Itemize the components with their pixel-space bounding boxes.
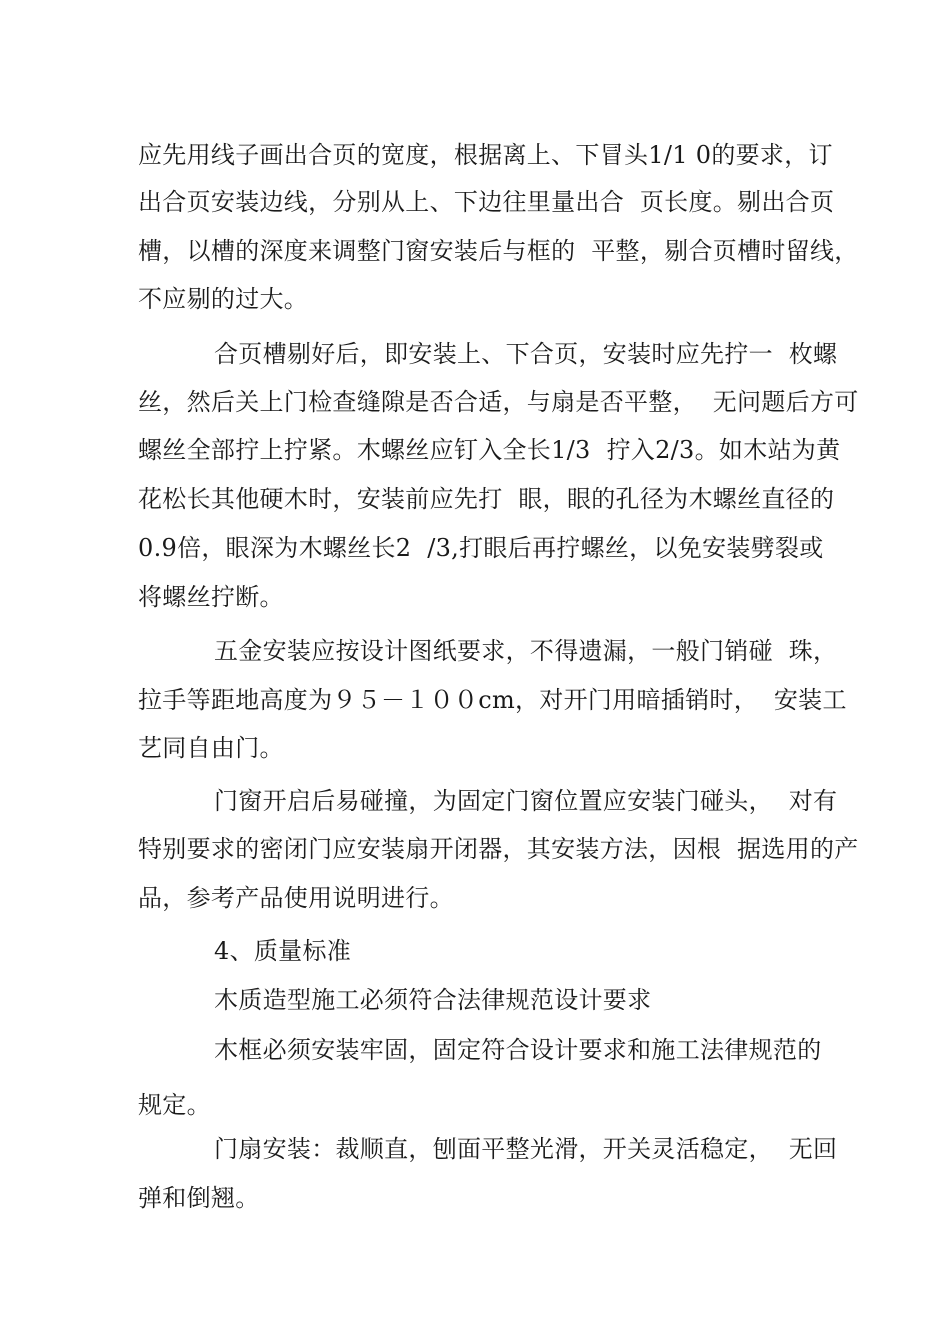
paragraph-3-line-2: 拉手等距地高度为９５－１００cm，对开门用暗插销时， 安装工 — [138, 686, 847, 714]
paragraph-2-line-4: 花松长其他硬木时，安装前应先打 眼，眼的孔径为木螺丝直径的 — [138, 485, 835, 513]
paragraph-1-line-4: 不应剔的过大。 — [138, 285, 309, 313]
paragraph-2-line-3: 螺丝全部拧上拧紧。木螺丝应钉入全长1/3 拧入2/3。如木站为黄 — [138, 436, 841, 464]
paragraph-4-line-1: 门窗开启后易碰撞，为固定门窗位置应安装门碰头， 对有 — [214, 787, 838, 815]
paragraph-3-line-1: 五金安装应按设计图纸要求，不得遗漏，一般门销碰 珠， — [214, 637, 838, 665]
paragraph-4-line-3: 品，参考产品使用说明进行。 — [138, 884, 454, 912]
paragraph-1-line-2: 出合页安装边线，分别从上、下边往里量出合 页长度。剔出合页 — [138, 188, 835, 216]
paragraph-7-line-2: 规定。 — [138, 1091, 211, 1119]
paragraph-2-line-6: 将螺丝拧断。 — [138, 583, 284, 611]
paragraph-8-line-1: 门扇安装：裁顺直，刨面平整光滑，开关灵活稳定， 无回 — [214, 1135, 838, 1163]
paragraph-4-line-2: 特别要求的密闭门应安装扇开闭器，其安装方法，因根 据选用的产 — [138, 835, 859, 863]
paragraph-2-line-2: 丝，然后关上门检查缝隙是否合适，与扇是否平整， 无问题后方可 — [138, 388, 859, 416]
paragraph-2-line-1: 合页槽剔好后，即安装上、下合页，安装时应先拧一 枚螺 — [214, 340, 838, 368]
paragraph-2-line-5: 0.9倍，眼深为木螺丝长2 /3,打眼后再拧螺丝，以免安装劈裂或 — [138, 534, 824, 562]
paragraph-1-line-3: 槽，以槽的深度来调整门窗安装后与框的 平整，剔合页槽时留线， — [138, 237, 859, 265]
paragraph-8-line-2: 弹和倒翘。 — [138, 1184, 260, 1212]
section-heading: 4、质量标准 — [214, 937, 352, 965]
paragraph-7-line-1: 木框必须安装牢固，固定符合设计要求和施工法律规范的 — [214, 1036, 822, 1064]
paragraph-1-line-1: 应先用线子画出合页的宽度，根据离上、下冒头1/1 0的要求，订 — [138, 141, 833, 169]
paragraph-3-line-3: 艺同自由门。 — [138, 734, 284, 762]
paragraph-6-line-1: 木质造型施工必须符合法律规范设计要求 — [214, 986, 652, 1014]
